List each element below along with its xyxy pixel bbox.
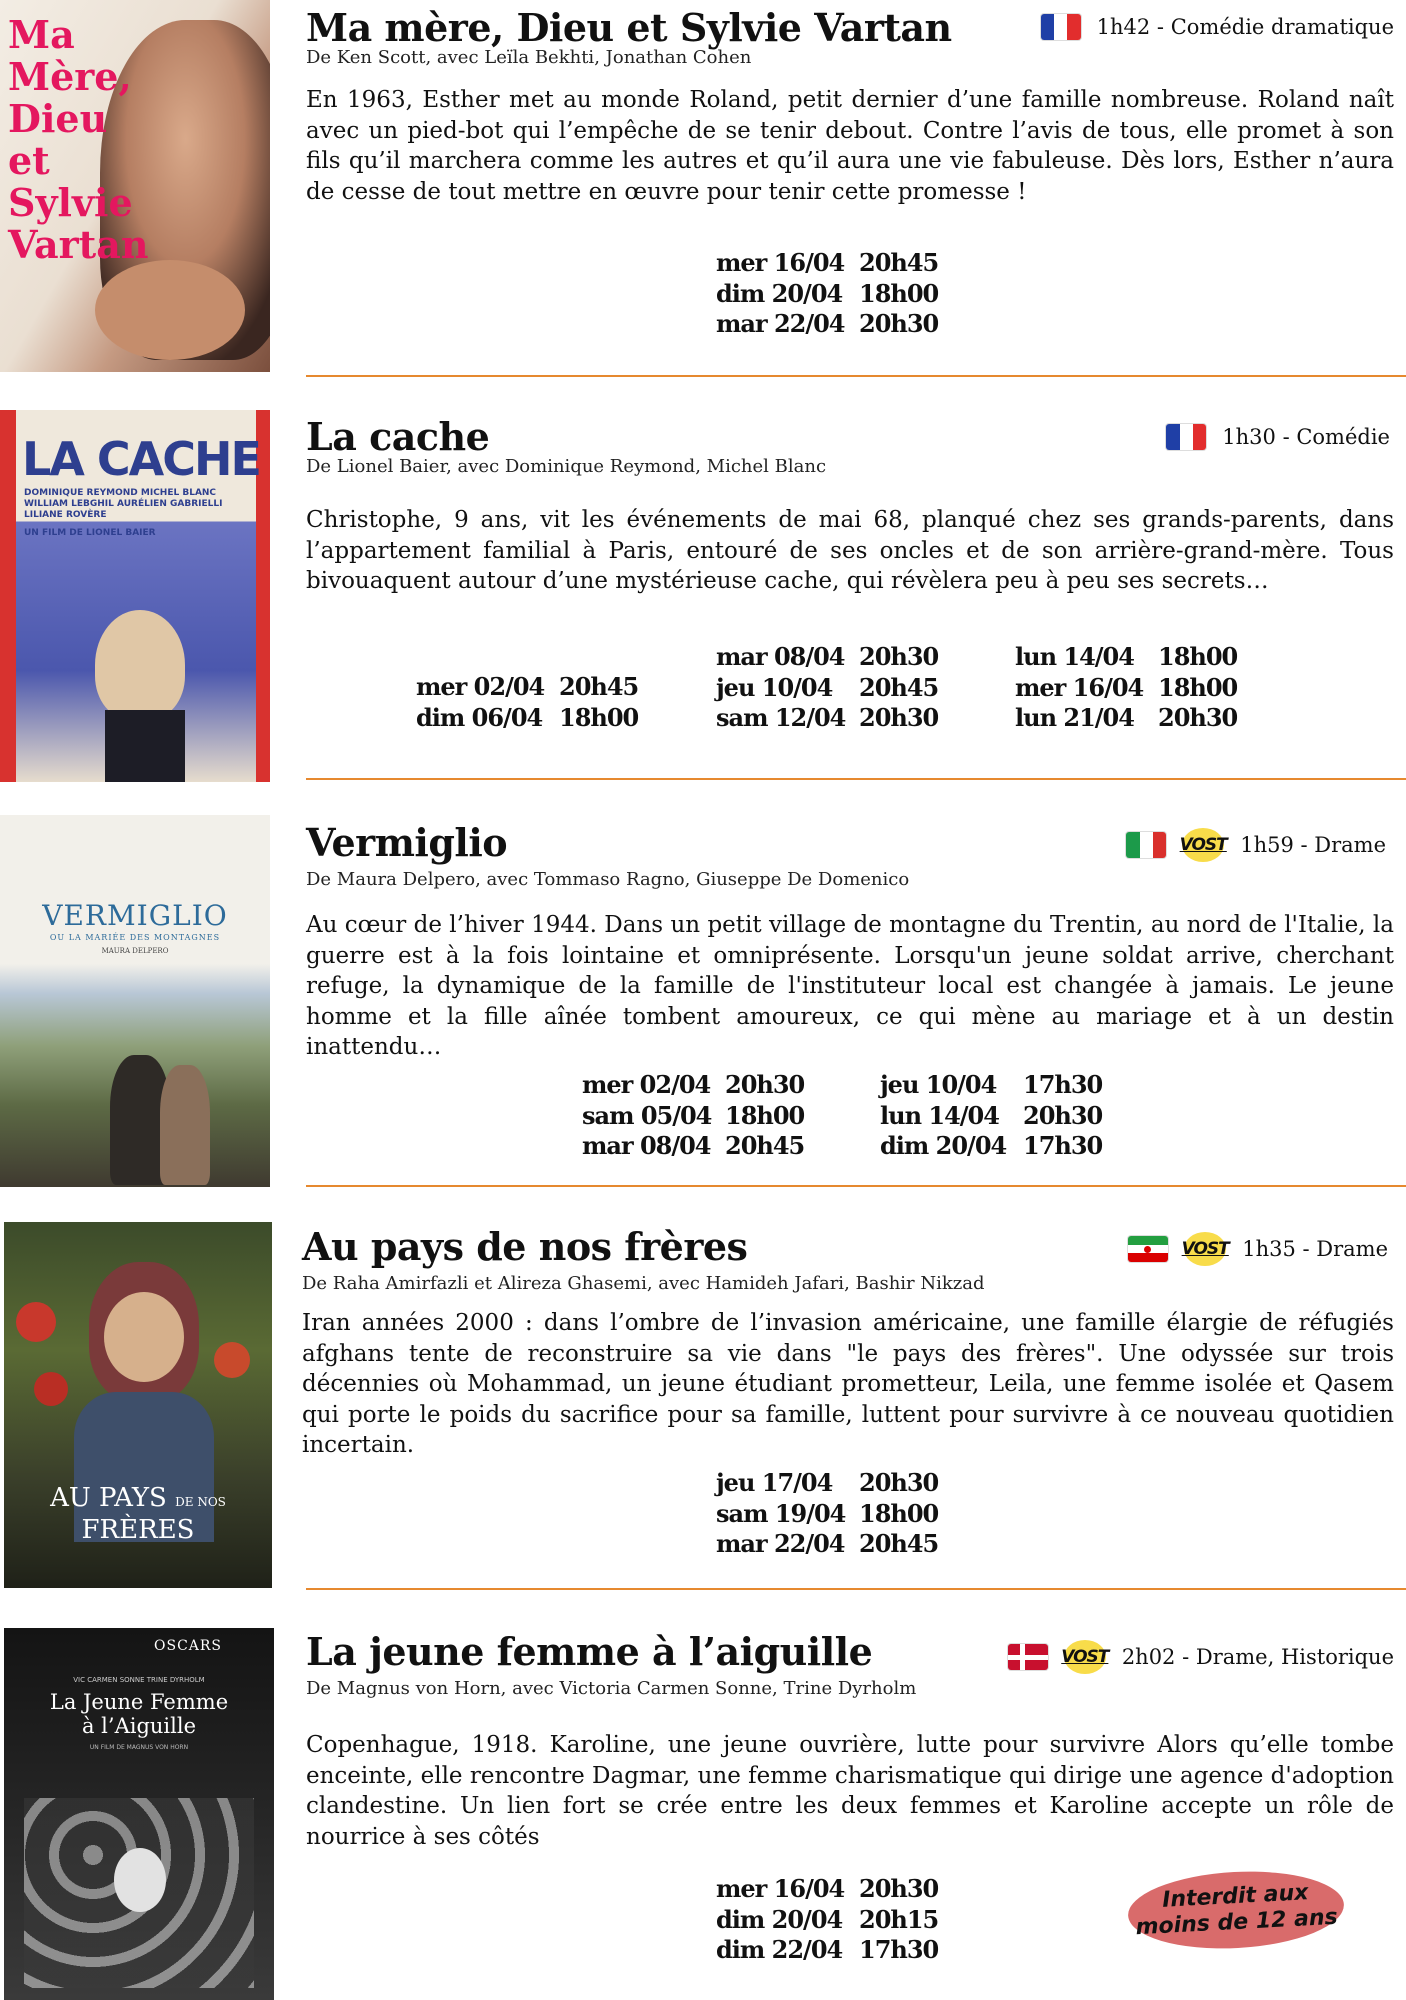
poster-title-line: Mère, bbox=[8, 54, 132, 99]
session-time: 20h30 bbox=[725, 1070, 805, 1099]
session-day: mar 22/04 bbox=[716, 1529, 845, 1558]
runtime-genre: 1h59 - Drame bbox=[1240, 833, 1386, 857]
session-row bbox=[880, 1070, 1102, 1101]
session-row bbox=[582, 1101, 804, 1132]
poster-vermiglio bbox=[0, 815, 270, 1187]
poster-au-pays bbox=[4, 1222, 272, 1588]
poster-award-badge: OSCARS bbox=[154, 1638, 223, 1654]
session-time: 20h45 bbox=[725, 1131, 805, 1160]
session-time: 18h00 bbox=[559, 702, 639, 732]
session-row bbox=[416, 703, 638, 734]
session-row bbox=[716, 703, 938, 734]
session-time: 17h30 bbox=[859, 1935, 939, 1964]
session-day: mer 16/04 bbox=[716, 248, 845, 277]
session-row bbox=[416, 672, 638, 703]
poster-ma-mere bbox=[0, 0, 270, 372]
session-day: mer 02/04 bbox=[416, 672, 545, 701]
session-day: mar 08/04 bbox=[582, 1131, 711, 1160]
poster-title-line: Sylvie bbox=[8, 180, 133, 225]
session-row bbox=[716, 1874, 938, 1905]
session-time: 20h30 bbox=[859, 1874, 939, 1903]
sessions-column bbox=[716, 1468, 938, 1560]
poster-subtitle: OU LA MARIÉE DES MONTAGNES bbox=[49, 933, 221, 942]
poster-title-line: AU PAYS bbox=[50, 1483, 167, 1513]
session-day: jeu 10/04 bbox=[880, 1070, 997, 1099]
sessions-column bbox=[716, 248, 938, 340]
session-day: dim 20/04 bbox=[716, 278, 843, 308]
session-time: 18h00 bbox=[859, 278, 939, 308]
session-row bbox=[716, 642, 938, 673]
session-day: lun 14/04 bbox=[1015, 642, 1134, 671]
poster-director: UN FILM DE LIONEL BAIER bbox=[24, 528, 156, 538]
session-day: lun 14/04 bbox=[880, 1100, 999, 1130]
session-row bbox=[716, 248, 938, 279]
film-credits: De Magnus von Horn, avec Victoria Carmen Sonne, Trine Dyrholm bbox=[306, 1678, 917, 1699]
poster-title-line: à l’Aiguille bbox=[81, 1714, 196, 1738]
poster-title: LA CACHE bbox=[22, 432, 260, 486]
poster-title-line: Ma bbox=[8, 12, 75, 57]
poster-title-line: Vartan bbox=[8, 222, 149, 267]
session-time: 20h45 bbox=[559, 672, 639, 701]
section-divider bbox=[306, 375, 1406, 377]
vost-badge: VOST bbox=[1064, 1640, 1106, 1674]
session-day: mer 16/04 bbox=[716, 1874, 845, 1903]
film-synopsis: Copenhague, 1918. Karoline, une jeune ouvrière, lutte pour survivre Alors qu’elle tombe enceinte, elle rencontre Dagmar, une femme charismatique qui dirige une agence d'adoption clandestine. Un lien fort se crée entre les deux femmes et Karoline accepte un rôle de nourrice à ses côtés bbox=[306, 1732, 1394, 1850]
session-day: dim 22/04 bbox=[716, 1935, 843, 1964]
film-meta bbox=[1008, 1640, 1394, 1674]
session-row bbox=[1015, 673, 1237, 704]
session-time: 20h45 bbox=[859, 248, 939, 277]
session-row bbox=[1015, 703, 1237, 734]
film-title: Ma mère, Dieu et Sylvie Vartan bbox=[306, 5, 952, 50]
age-restriction-badge: Interdit aux moins de 12 ans bbox=[1126, 1866, 1346, 1953]
session-day: sam 12/04 bbox=[716, 703, 846, 732]
film-title: Vermiglio bbox=[306, 820, 508, 865]
poster-director: UN FILM DE MAGNUS VON HORN bbox=[89, 1744, 189, 1751]
italy-flag-icon bbox=[1126, 832, 1166, 858]
session-day: dim 20/04 bbox=[716, 1904, 843, 1934]
session-day: lun 21/04 bbox=[1015, 703, 1134, 732]
session-day: mer 16/04 bbox=[1015, 672, 1144, 702]
session-time: 20h30 bbox=[1158, 703, 1238, 732]
session-row bbox=[582, 1070, 804, 1101]
session-row bbox=[582, 1131, 804, 1162]
poster-cast: DOMINIQUE REYMOND MICHEL BLANC WILLIAM LEBGHIL AURÉLIEN GABRIELLI LILIANE ROVÈRE bbox=[24, 488, 223, 520]
sessions-column bbox=[716, 1874, 938, 1966]
session-time: 20h30 bbox=[859, 309, 939, 338]
sessions-column bbox=[582, 1070, 804, 1162]
film-credits: De Maura Delpero, avec Tommaso Ragno, Giuseppe De Domenico bbox=[306, 869, 910, 890]
poster-title-line: FRÈRES bbox=[81, 1515, 195, 1545]
film-synopsis: En 1963, Esther met au monde Roland, petit dernier d’une famille nombreuse. Roland naît avec un pied-bot qui l’empêche de se tenir debout. Contre l’avis de tous, elle promet à son fils qu’il marchera comme les autres et qu’il aura une vie fabuleuse. Dès lors, Esther n’aura de cesse de tout mettre en œuvre pour tenir cette promesse ! bbox=[306, 87, 1394, 205]
runtime-genre: 1h30 - Comédie bbox=[1222, 425, 1390, 449]
session-row bbox=[716, 1935, 938, 1966]
film-title: La cache bbox=[306, 414, 490, 459]
session-time: 20h45 bbox=[859, 672, 939, 702]
session-day: jeu 10/04 bbox=[716, 672, 833, 702]
poster-title-line: et bbox=[8, 138, 50, 183]
session-time: 18h00 bbox=[725, 1100, 805, 1130]
france-flag-icon bbox=[1041, 14, 1081, 40]
film-synopsis: Au cœur de l’hiver 1944. Dans un petit village de montagne du Trentin, au nord de l'Italie, la guerre est à la fois lointaine et omniprésente. Lorsqu'un jeune soldat arrive, cherchant refuge, la dynamique de la famille de l'instituteur local est changée à jamais. Le jeune homme et la fille aînée tombent amoureux, ce qui mène au mariage et à un destin inattendu… bbox=[306, 912, 1394, 1060]
session-time: 20h30 bbox=[859, 1468, 939, 1497]
session-time: 20h30 bbox=[859, 642, 939, 671]
vost-badge: VOST bbox=[1182, 828, 1224, 862]
session-time: 20h30 bbox=[859, 703, 939, 732]
film-meta bbox=[1166, 424, 1390, 450]
film-meta bbox=[1128, 1232, 1388, 1266]
session-time: 18h00 bbox=[1158, 642, 1238, 671]
section-divider bbox=[306, 1185, 1406, 1187]
session-row bbox=[716, 309, 938, 340]
session-time: 18h00 bbox=[1158, 672, 1238, 702]
session-row bbox=[716, 1499, 938, 1530]
session-time: 20h45 bbox=[859, 1529, 939, 1558]
poster-title: VERMIGLIO bbox=[42, 899, 228, 932]
session-row bbox=[880, 1131, 1102, 1162]
session-time: 20h30 bbox=[1023, 1100, 1103, 1130]
sessions-column bbox=[880, 1070, 1102, 1162]
poster-la-jeune-femme bbox=[4, 1628, 274, 2000]
runtime-genre: 1h42 - Comédie dramatique bbox=[1096, 15, 1394, 39]
session-day: sam 05/04 bbox=[582, 1100, 712, 1130]
runtime-genre: 1h35 - Drame bbox=[1242, 1237, 1388, 1261]
session-row bbox=[880, 1101, 1102, 1132]
session-row bbox=[716, 1468, 938, 1499]
session-time: 18h00 bbox=[859, 1498, 939, 1528]
runtime-genre: 2h02 - Drame, Historique bbox=[1121, 1645, 1394, 1669]
session-time: 20h15 bbox=[859, 1904, 939, 1934]
film-credits: De Lionel Baier, avec Dominique Reymond, Michel Blanc bbox=[306, 456, 827, 477]
session-row bbox=[716, 1529, 938, 1560]
session-row bbox=[1015, 642, 1237, 673]
vost-badge: VOST bbox=[1184, 1232, 1226, 1266]
session-day: dim 06/04 bbox=[416, 702, 543, 732]
session-row bbox=[716, 279, 938, 310]
poster-title-line: La Jeune Femme bbox=[49, 1690, 229, 1714]
session-time: 17h30 bbox=[1023, 1070, 1103, 1099]
session-day: sam 19/04 bbox=[716, 1498, 846, 1528]
session-day: mar 22/04 bbox=[716, 309, 845, 338]
session-time: 17h30 bbox=[1023, 1131, 1103, 1160]
film-meta bbox=[1126, 828, 1386, 862]
film-credits: De Ken Scott, avec Leïla Bekhti, Jonathan Cohen bbox=[306, 47, 752, 68]
poster-director: MAURA DELPERO bbox=[101, 947, 169, 955]
film-meta bbox=[1041, 14, 1394, 40]
film-synopsis: Iran années 2000 : dans l’ombre de l’invasion américaine, une famille élargie de réfugiés afghans tente de reconstruire sa vie dans "le pays des frères". Une odyssée sur trois décennies où Mohammad, un jeune étudiant prometteur, Leila, une femme isolée et Qasem qui porte le poids du sacrifice pour sa famille, luttent pour survivre à ce nouveau quotidien incertain. bbox=[302, 1310, 1394, 1458]
film-synopsis: Christophe, 9 ans, vit les événements de mai 68, planqué chez ses grands-parents, dans l’appartement familial à Paris, entouré de ses oncles et de son arrière-grand-mère. Tous bivouaquent autour d’une mystérieuse cache, qui révèlera peu à peu ses secrets… bbox=[306, 507, 1394, 594]
film-credits: De Raha Amirfazli et Alireza Ghasemi, avec Hamideh Jafari, Bashir Nikzad bbox=[302, 1273, 985, 1294]
section-divider bbox=[306, 778, 1406, 780]
film-title: La jeune femme à l’aiguille bbox=[306, 1629, 873, 1674]
denmark-flag-icon bbox=[1008, 1644, 1048, 1670]
iran-flag-icon bbox=[1128, 1236, 1168, 1262]
session-day: mar 08/04 bbox=[716, 642, 845, 671]
poster-la-cache bbox=[0, 410, 270, 782]
sessions-column bbox=[1015, 642, 1237, 734]
poster-cast: VIC CARMEN SONNE TRINE DYRHOLM bbox=[73, 1676, 205, 1684]
poster-title-line: DE NOS bbox=[175, 1495, 226, 1509]
film-title: Au pays de nos frères bbox=[302, 1224, 748, 1269]
poster-title-line: Dieu bbox=[8, 96, 108, 141]
sessions-column bbox=[716, 642, 938, 734]
france-flag-icon bbox=[1166, 424, 1206, 450]
session-row bbox=[716, 1905, 938, 1936]
sessions-column bbox=[416, 672, 638, 733]
section-divider bbox=[306, 1588, 1406, 1590]
session-day: mer 02/04 bbox=[582, 1070, 711, 1099]
session-day: jeu 17/04 bbox=[716, 1468, 833, 1497]
session-day: dim 20/04 bbox=[880, 1131, 1007, 1160]
session-row bbox=[716, 673, 938, 704]
